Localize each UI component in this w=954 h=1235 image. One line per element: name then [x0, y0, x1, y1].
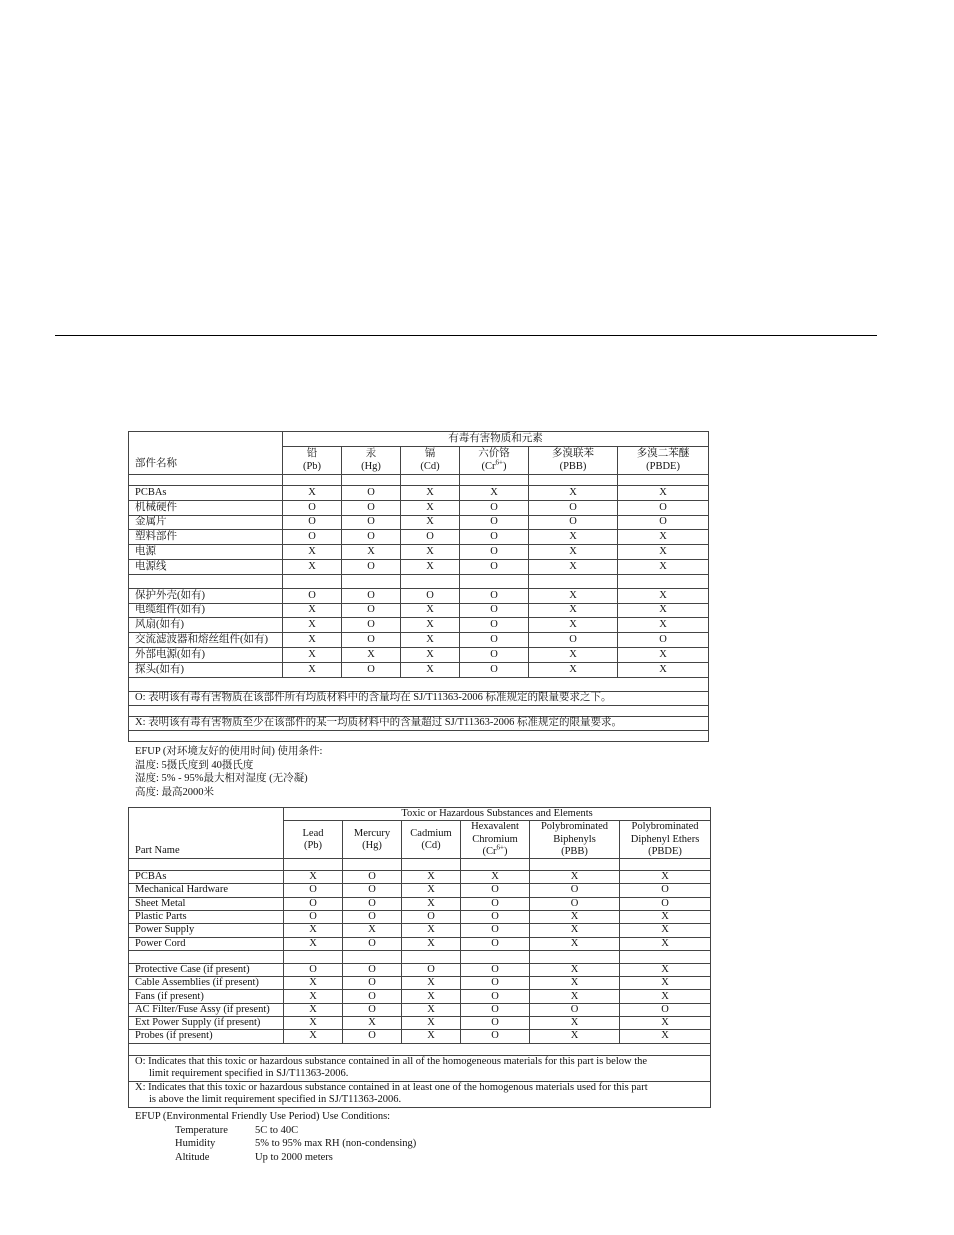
- substance-mark: O: [342, 515, 401, 530]
- substance-mark: O: [529, 515, 618, 530]
- table-row: [129, 618, 709, 633]
- substance-mark: O: [283, 588, 342, 603]
- substance-mark: O: [343, 990, 402, 1003]
- substance-name: 多溴二苯醚: [636, 448, 690, 460]
- table-row: [129, 1030, 711, 1043]
- substance-mark: X: [343, 924, 402, 937]
- substance-symbol: (Cd): [421, 839, 441, 851]
- table-row: [129, 515, 709, 530]
- part-name: Sheet Metal: [129, 897, 284, 910]
- substance-name-line1: Mercury: [353, 827, 391, 839]
- substance-column-header: [529, 447, 618, 475]
- substance-mark: O: [342, 486, 401, 501]
- substance-mark: O: [342, 530, 401, 545]
- substance-mark: X: [530, 924, 620, 937]
- substance-mark: O: [460, 662, 529, 677]
- table-row: [129, 897, 711, 910]
- substance-mark: O: [343, 937, 402, 950]
- table-row: [129, 633, 709, 648]
- use-condition: [135, 1137, 416, 1151]
- substance-name: 六价铬: [478, 448, 510, 460]
- substance-mark: X: [402, 937, 461, 950]
- substance-mark: O: [343, 897, 402, 910]
- substance-mark: X: [620, 937, 711, 950]
- efup-humidity-cn: 湿度: 5% - 95%最大相对湿度 (无冷凝): [135, 773, 308, 784]
- substance-mark: O: [461, 884, 530, 897]
- substance-mark: X: [284, 1003, 343, 1016]
- substance-symbol: (Pb): [303, 839, 323, 851]
- table-row: [129, 559, 709, 574]
- condition-label: Altitude: [175, 1151, 210, 1163]
- substance-column-header: [620, 821, 711, 859]
- substance-mark: X: [529, 662, 618, 677]
- part-name: 保护外壳(如有): [129, 588, 283, 603]
- substance-mark: X: [620, 963, 711, 976]
- substance-mark: O: [461, 963, 530, 976]
- substance-name: 铅: [306, 448, 318, 460]
- substance-mark: O: [343, 884, 402, 897]
- substance-mark: O: [284, 910, 343, 923]
- substance-mark: O: [343, 963, 402, 976]
- substance-mark: X: [618, 588, 709, 603]
- part-name: Plastic Parts: [129, 910, 284, 923]
- substance-mark: O: [461, 924, 530, 937]
- substance-column-header: [530, 821, 620, 859]
- table-row: [129, 937, 711, 950]
- table-row: [129, 662, 709, 677]
- substance-symbol: $(Cr^{6+})$: [481, 458, 507, 472]
- substance-name-line1: Polybrominated: [631, 821, 699, 833]
- substance-mark: X: [402, 1030, 461, 1043]
- table-row: [129, 871, 711, 884]
- substance-symbol: (PBDE): [646, 460, 680, 472]
- substance-mark: O: [461, 937, 530, 950]
- part-name: PCBAs: [129, 486, 283, 501]
- part-name: 金属片: [129, 515, 283, 530]
- substance-mark: X: [401, 603, 460, 618]
- part-name: Ext Power Supply (if present): [129, 1017, 284, 1030]
- substance-mark: X: [283, 618, 342, 633]
- substance-mark: O: [284, 963, 343, 976]
- substance-mark: O: [342, 559, 401, 574]
- substance-mark: X: [402, 884, 461, 897]
- substance-symbol: (Hg): [362, 839, 382, 851]
- table-row: [129, 884, 711, 897]
- substance-symbol: (PBDE): [648, 845, 682, 857]
- substance-mark: O: [530, 884, 620, 897]
- condition-value: 5C to 40C: [255, 1124, 299, 1136]
- substance-column-header: [343, 821, 402, 859]
- table-row: [129, 1003, 711, 1016]
- part-name-header: 部件名称: [129, 432, 283, 475]
- substance-mark: X: [618, 618, 709, 633]
- substance-mark: O: [342, 500, 401, 515]
- substance-mark: X: [618, 530, 709, 545]
- substance-column-header: [402, 821, 461, 859]
- substance-mark: X: [284, 924, 343, 937]
- substance-mark: X: [283, 633, 342, 648]
- substance-mark: X: [529, 486, 618, 501]
- substance-mark: O: [401, 588, 460, 603]
- substance-mark: O: [618, 633, 709, 648]
- substance-mark: X: [529, 545, 618, 560]
- substance-mark: O: [461, 897, 530, 910]
- substance-mark: X: [618, 603, 709, 618]
- substance-mark: X: [620, 977, 711, 990]
- substance-mark: X: [284, 1017, 343, 1030]
- substance-mark: O: [461, 1017, 530, 1030]
- substance-name-line2: Chromium: [472, 833, 518, 845]
- substance-mark: O: [460, 500, 529, 515]
- substance-mark: X: [284, 977, 343, 990]
- substance-mark: X: [618, 559, 709, 574]
- part-name: Cable Assemblies (if present): [129, 977, 284, 990]
- efup-conditions-cn: [135, 745, 322, 799]
- substance-mark: X: [530, 937, 620, 950]
- substance-mark: O: [342, 618, 401, 633]
- substance-mark: X: [618, 662, 709, 677]
- substance-mark: X: [529, 603, 618, 618]
- table-row: [129, 647, 709, 662]
- note-o: O: 表明该有毒有害物质在该部件所有均质材料中的含量均在 SJ/T11363-2006 标准规定的限量要求之下。: [129, 691, 709, 705]
- substance-mark: X: [402, 1017, 461, 1030]
- substance-mark: O: [460, 588, 529, 603]
- part-name: 风扇(如有): [129, 618, 283, 633]
- substance-mark: X: [530, 1017, 620, 1030]
- efup-conditions-en: [135, 1110, 416, 1164]
- substance-mark: X: [618, 545, 709, 560]
- substance-column-header: [461, 821, 530, 859]
- substance-mark: O: [402, 910, 461, 923]
- substance-mark: O: [620, 1003, 711, 1016]
- substance-mark: O: [343, 910, 402, 923]
- substance-mark: X: [530, 977, 620, 990]
- substance-name-line2: Biphenyls: [553, 833, 596, 845]
- substance-mark: O: [460, 545, 529, 560]
- efup-title-cn: EFUP (对环境友好的使用时间) 使用条件:: [135, 746, 323, 757]
- table-row: [129, 990, 711, 1003]
- part-name: 机械硬件: [129, 500, 283, 515]
- substance-column-header: [284, 821, 343, 859]
- table-row: [129, 1017, 711, 1030]
- substance-column-header: [460, 447, 529, 475]
- part-name: Mechanical Hardware: [129, 884, 284, 897]
- table-row: [129, 500, 709, 515]
- substance-mark: O: [460, 530, 529, 545]
- condition-label: Humidity: [175, 1138, 216, 1149]
- substance-mark: X: [283, 662, 342, 677]
- substance-name-line1: Hexavalent: [471, 821, 519, 833]
- substance-name-line1: Cadmium: [410, 827, 452, 839]
- substance-mark: X: [620, 871, 711, 884]
- substance-mark: X: [618, 486, 709, 501]
- substance-mark: O: [284, 897, 343, 910]
- substance-mark: O: [530, 897, 620, 910]
- substance-mark: O: [342, 603, 401, 618]
- part-name: 电缆组件(如有): [129, 603, 283, 618]
- substance-mark: X: [402, 977, 461, 990]
- part-name: Power Supply: [129, 924, 284, 937]
- note-x: X: Indicates that this toxic or hazardous substance contained in at least one of the homogenous materials used for this part is above the limit requirement specified in SJ/T11363-2006.: [129, 1081, 711, 1107]
- table-row: [129, 545, 709, 560]
- substance-mark: O: [461, 977, 530, 990]
- substance-mark: X: [284, 937, 343, 950]
- substance-symbol: (PBB): [561, 845, 588, 857]
- substance-mark: O: [343, 977, 402, 990]
- table-row: [129, 977, 711, 990]
- part-name: 电源线: [129, 559, 283, 574]
- table-row: [129, 924, 711, 937]
- substance-mark: O: [460, 618, 529, 633]
- substance-mark: X: [401, 500, 460, 515]
- substance-mark: X: [402, 924, 461, 937]
- substance-name-line1: Lead: [302, 827, 324, 839]
- substance-symbol: (Cd): [420, 460, 440, 472]
- table-row: [129, 486, 709, 501]
- substance-column-header: [342, 447, 401, 475]
- substance-mark: X: [529, 618, 618, 633]
- substance-symbol: (PBB): [559, 460, 587, 472]
- condition-value: 5% to 95% max RH (non-condensing): [255, 1138, 417, 1149]
- substance-column-header: [618, 447, 709, 475]
- substance-mark: X: [283, 486, 342, 501]
- substance-mark: X: [284, 990, 343, 1003]
- substance-mark: O: [529, 500, 618, 515]
- substance-mark: X: [402, 871, 461, 884]
- part-name: 探头(如有): [129, 662, 283, 677]
- substance-mark: X: [342, 545, 401, 560]
- substance-mark: X: [529, 647, 618, 662]
- substance-mark: X: [402, 897, 461, 910]
- substance-mark: X: [401, 647, 460, 662]
- hazardous-substances-table-cn: [128, 431, 709, 742]
- substance-mark: X: [620, 990, 711, 1003]
- table-row: [129, 963, 711, 976]
- substance-mark: X: [401, 559, 460, 574]
- condition-label: Temperature: [175, 1124, 228, 1136]
- substance-mark: X: [283, 559, 342, 574]
- note-o: O: Indicates that this toxic or hazardous substance contained in all of the homogeneous materials for this part is below the limit requirement specified in SJ/T11363-2006.: [129, 1055, 711, 1081]
- substance-mark: X: [461, 871, 530, 884]
- substance-mark: O: [620, 897, 711, 910]
- substance-mark: X: [620, 924, 711, 937]
- substance-mark: X: [401, 545, 460, 560]
- substance-mark: X: [529, 588, 618, 603]
- substance-mark: X: [284, 1030, 343, 1043]
- substance-mark: O: [618, 515, 709, 530]
- substance-mark: X: [530, 910, 620, 923]
- substance-symbol: (Pb): [302, 460, 322, 472]
- substances-group-header: 有毒有害物质和元素: [283, 432, 709, 447]
- part-name: Probes (if present): [129, 1030, 284, 1043]
- use-condition: [135, 1124, 416, 1138]
- substance-name: 多溴联苯: [552, 448, 594, 460]
- note-x: X: 表明该有毒有害物质至少在该部件的某一均质材料中的含量超过 SJ/T11363-2006 标准规定的限量要求。: [129, 716, 709, 730]
- substance-mark: O: [342, 662, 401, 677]
- substance-symbol: (Hg): [361, 460, 381, 472]
- substance-mark: X: [620, 1017, 711, 1030]
- substance-name: 汞: [365, 448, 377, 460]
- substance-mark: O: [460, 515, 529, 530]
- part-name: 塑料部件: [129, 530, 283, 545]
- substance-mark: X: [283, 545, 342, 560]
- substance-mark: O: [284, 884, 343, 897]
- substance-name-line1: Polybrominated: [540, 821, 609, 833]
- efup-altitude-cn: 高度: 最高2000米: [135, 786, 215, 798]
- substance-mark: X: [402, 990, 461, 1003]
- substance-mark: O: [461, 990, 530, 1003]
- substance-mark: X: [530, 990, 620, 1003]
- substance-mark: X: [620, 1030, 711, 1043]
- substance-mark: O: [401, 530, 460, 545]
- substance-mark: X: [529, 559, 618, 574]
- substance-mark: X: [401, 515, 460, 530]
- substance-mark: X: [530, 1030, 620, 1043]
- substance-mark: O: [461, 910, 530, 923]
- substances-group-header: Toxic or Hazardous Substances and Elements: [284, 808, 711, 821]
- part-name: Protective Case (if present): [129, 963, 284, 976]
- substance-mark: X: [342, 647, 401, 662]
- horizontal-rule: [55, 335, 877, 336]
- substance-mark: O: [530, 1003, 620, 1016]
- substance-mark: O: [460, 647, 529, 662]
- table-row: [129, 910, 711, 923]
- efup-title-en: EFUP (Environmental Friendly Use Period) Use Conditions:: [135, 1111, 391, 1122]
- substance-name: 镉: [424, 448, 436, 460]
- substance-mark: O: [283, 530, 342, 545]
- substance-mark: O: [343, 1030, 402, 1043]
- substance-mark: O: [283, 515, 342, 530]
- hazardous-substances-table-en: [128, 807, 711, 1108]
- condition-value: Up to 2000 meters: [255, 1151, 333, 1163]
- substance-mark: X: [402, 1003, 461, 1016]
- substance-mark: X: [401, 662, 460, 677]
- part-name: Fans (if present): [129, 990, 284, 1003]
- substance-mark: O: [343, 871, 402, 884]
- part-name: AC Filter/Fuse Assy (if present): [129, 1003, 284, 1016]
- table-row: [129, 603, 709, 618]
- substance-mark: X: [401, 633, 460, 648]
- substance-mark: X: [620, 910, 711, 923]
- substance-mark: X: [618, 647, 709, 662]
- part-name: 交流滤波器和熔丝组件(如有): [129, 633, 283, 648]
- substance-mark: X: [530, 871, 620, 884]
- substance-symbol: $(Cr^{6+})$: [482, 843, 508, 857]
- substance-mark: X: [343, 1017, 402, 1030]
- part-name: PCBAs: [129, 871, 284, 884]
- substance-mark: O: [343, 1003, 402, 1016]
- substance-mark: X: [401, 618, 460, 633]
- substance-mark: O: [529, 633, 618, 648]
- table-row: [129, 588, 709, 603]
- part-name-header: Part Name: [129, 808, 284, 859]
- table-row: [129, 530, 709, 545]
- substance-mark: O: [461, 1030, 530, 1043]
- substance-mark: X: [529, 530, 618, 545]
- substance-mark: O: [342, 633, 401, 648]
- substance-column-header: [283, 447, 342, 475]
- substance-mark: O: [461, 1003, 530, 1016]
- substance-mark: X: [284, 871, 343, 884]
- substance-mark: X: [283, 647, 342, 662]
- substance-mark: O: [460, 633, 529, 648]
- substance-mark: X: [401, 486, 460, 501]
- use-condition: [135, 1151, 416, 1165]
- part-name: 外部电源(如有): [129, 647, 283, 662]
- part-name: Power Cord: [129, 937, 284, 950]
- substance-mark: O: [283, 500, 342, 515]
- part-name: 电源: [129, 545, 283, 560]
- substance-mark: X: [460, 486, 529, 501]
- substance-mark: O: [342, 588, 401, 603]
- substance-mark: O: [460, 603, 529, 618]
- substance-mark: O: [618, 500, 709, 515]
- substance-mark: O: [402, 963, 461, 976]
- substance-name-line2: Diphenyl Ethers: [630, 833, 700, 845]
- substance-mark: X: [283, 603, 342, 618]
- substance-mark: O: [620, 884, 711, 897]
- substance-column-header: [401, 447, 460, 475]
- efup-temperature-cn: 温度: 5摄氏度到 40摄氏度: [135, 759, 254, 771]
- substance-mark: X: [530, 963, 620, 976]
- substance-mark: O: [460, 559, 529, 574]
